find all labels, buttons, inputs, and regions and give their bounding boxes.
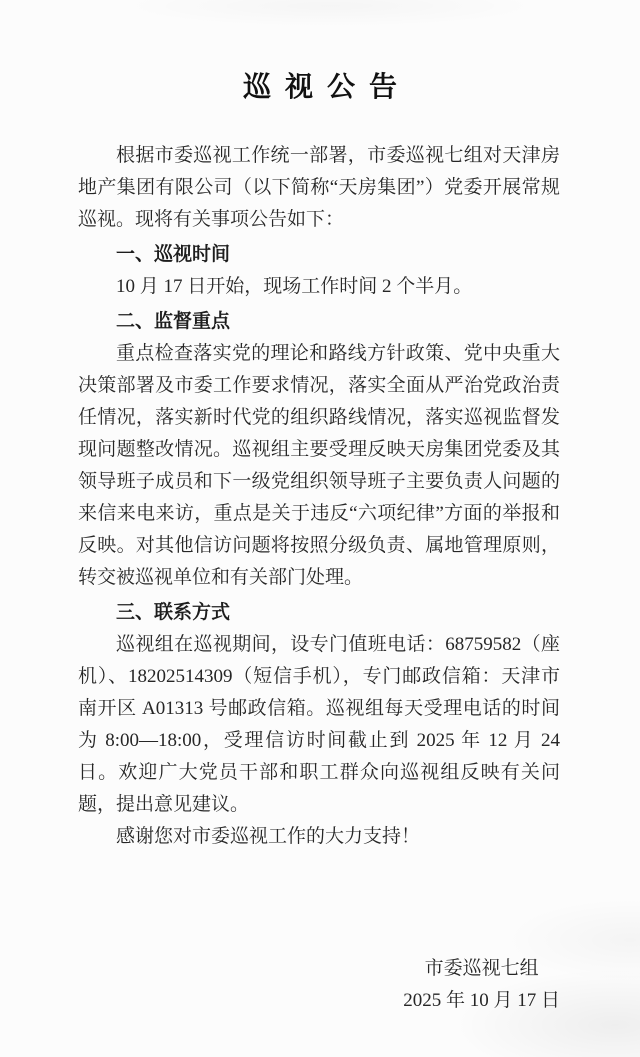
section-heading-contact-method: 三、联系方式 [116,602,231,623]
document-body [78,140,560,1017]
section-body-supervision-focus: 重点检查落实党的理论和路线方针政策、党中央重大决策部署及市委工作要求情况，落实全面从严治党政治责任情况，落实新时代党的组织路线情况，落实巡视监督发现问题整改情况。巡视组主要受理反映天房集团党委及其领导班子成员和下一级党组织领导班子主要负责人问题的来信来电来访，重点是关于违反“六项纪律”方面的举报和反映。对其他信访问题将按照分级负责、属地管理原则，转交被巡视单位和有关部门处理。 [78,343,560,588]
signature-organization: 市委巡视七组 [424,958,539,979]
document-title: 巡视公告 [242,72,411,103]
section-body-inspection-time: 10 月 17 日开始，现场工作时间 2 个半月。 [116,276,473,297]
signature-date: 2025 年 10 月 17 日 [403,990,560,1011]
intro-paragraph: 根据市委巡视工作统一部署，市委巡视七组对天津房地产集团有限公司（以下简称“天房集团”）党委开展常规巡视。现将有关事项公告如下： [78,145,560,230]
closing-paragraph: 感谢您对市委巡视工作的大力支持！ [116,826,421,847]
signature-block [403,953,560,1017]
section-heading-supervision-focus: 二、监督重点 [116,311,231,332]
section-heading-inspection-time: 一、巡视时间 [116,244,231,265]
section-body-contact-method: 巡视组在巡视期间，设专门值班电话：68759582（座机）、18202514309（短信手机），专门邮政信箱：天津市南开区 A01313 号邮政信箱。巡视组每天受理电话的时间为 8:00—18:00，受理信访时间截止到 2025 年 12 月 24 日。欢迎广大党员干部和职工群众向巡视组反映有关问题，提出意见建议。 [78,634,560,815]
